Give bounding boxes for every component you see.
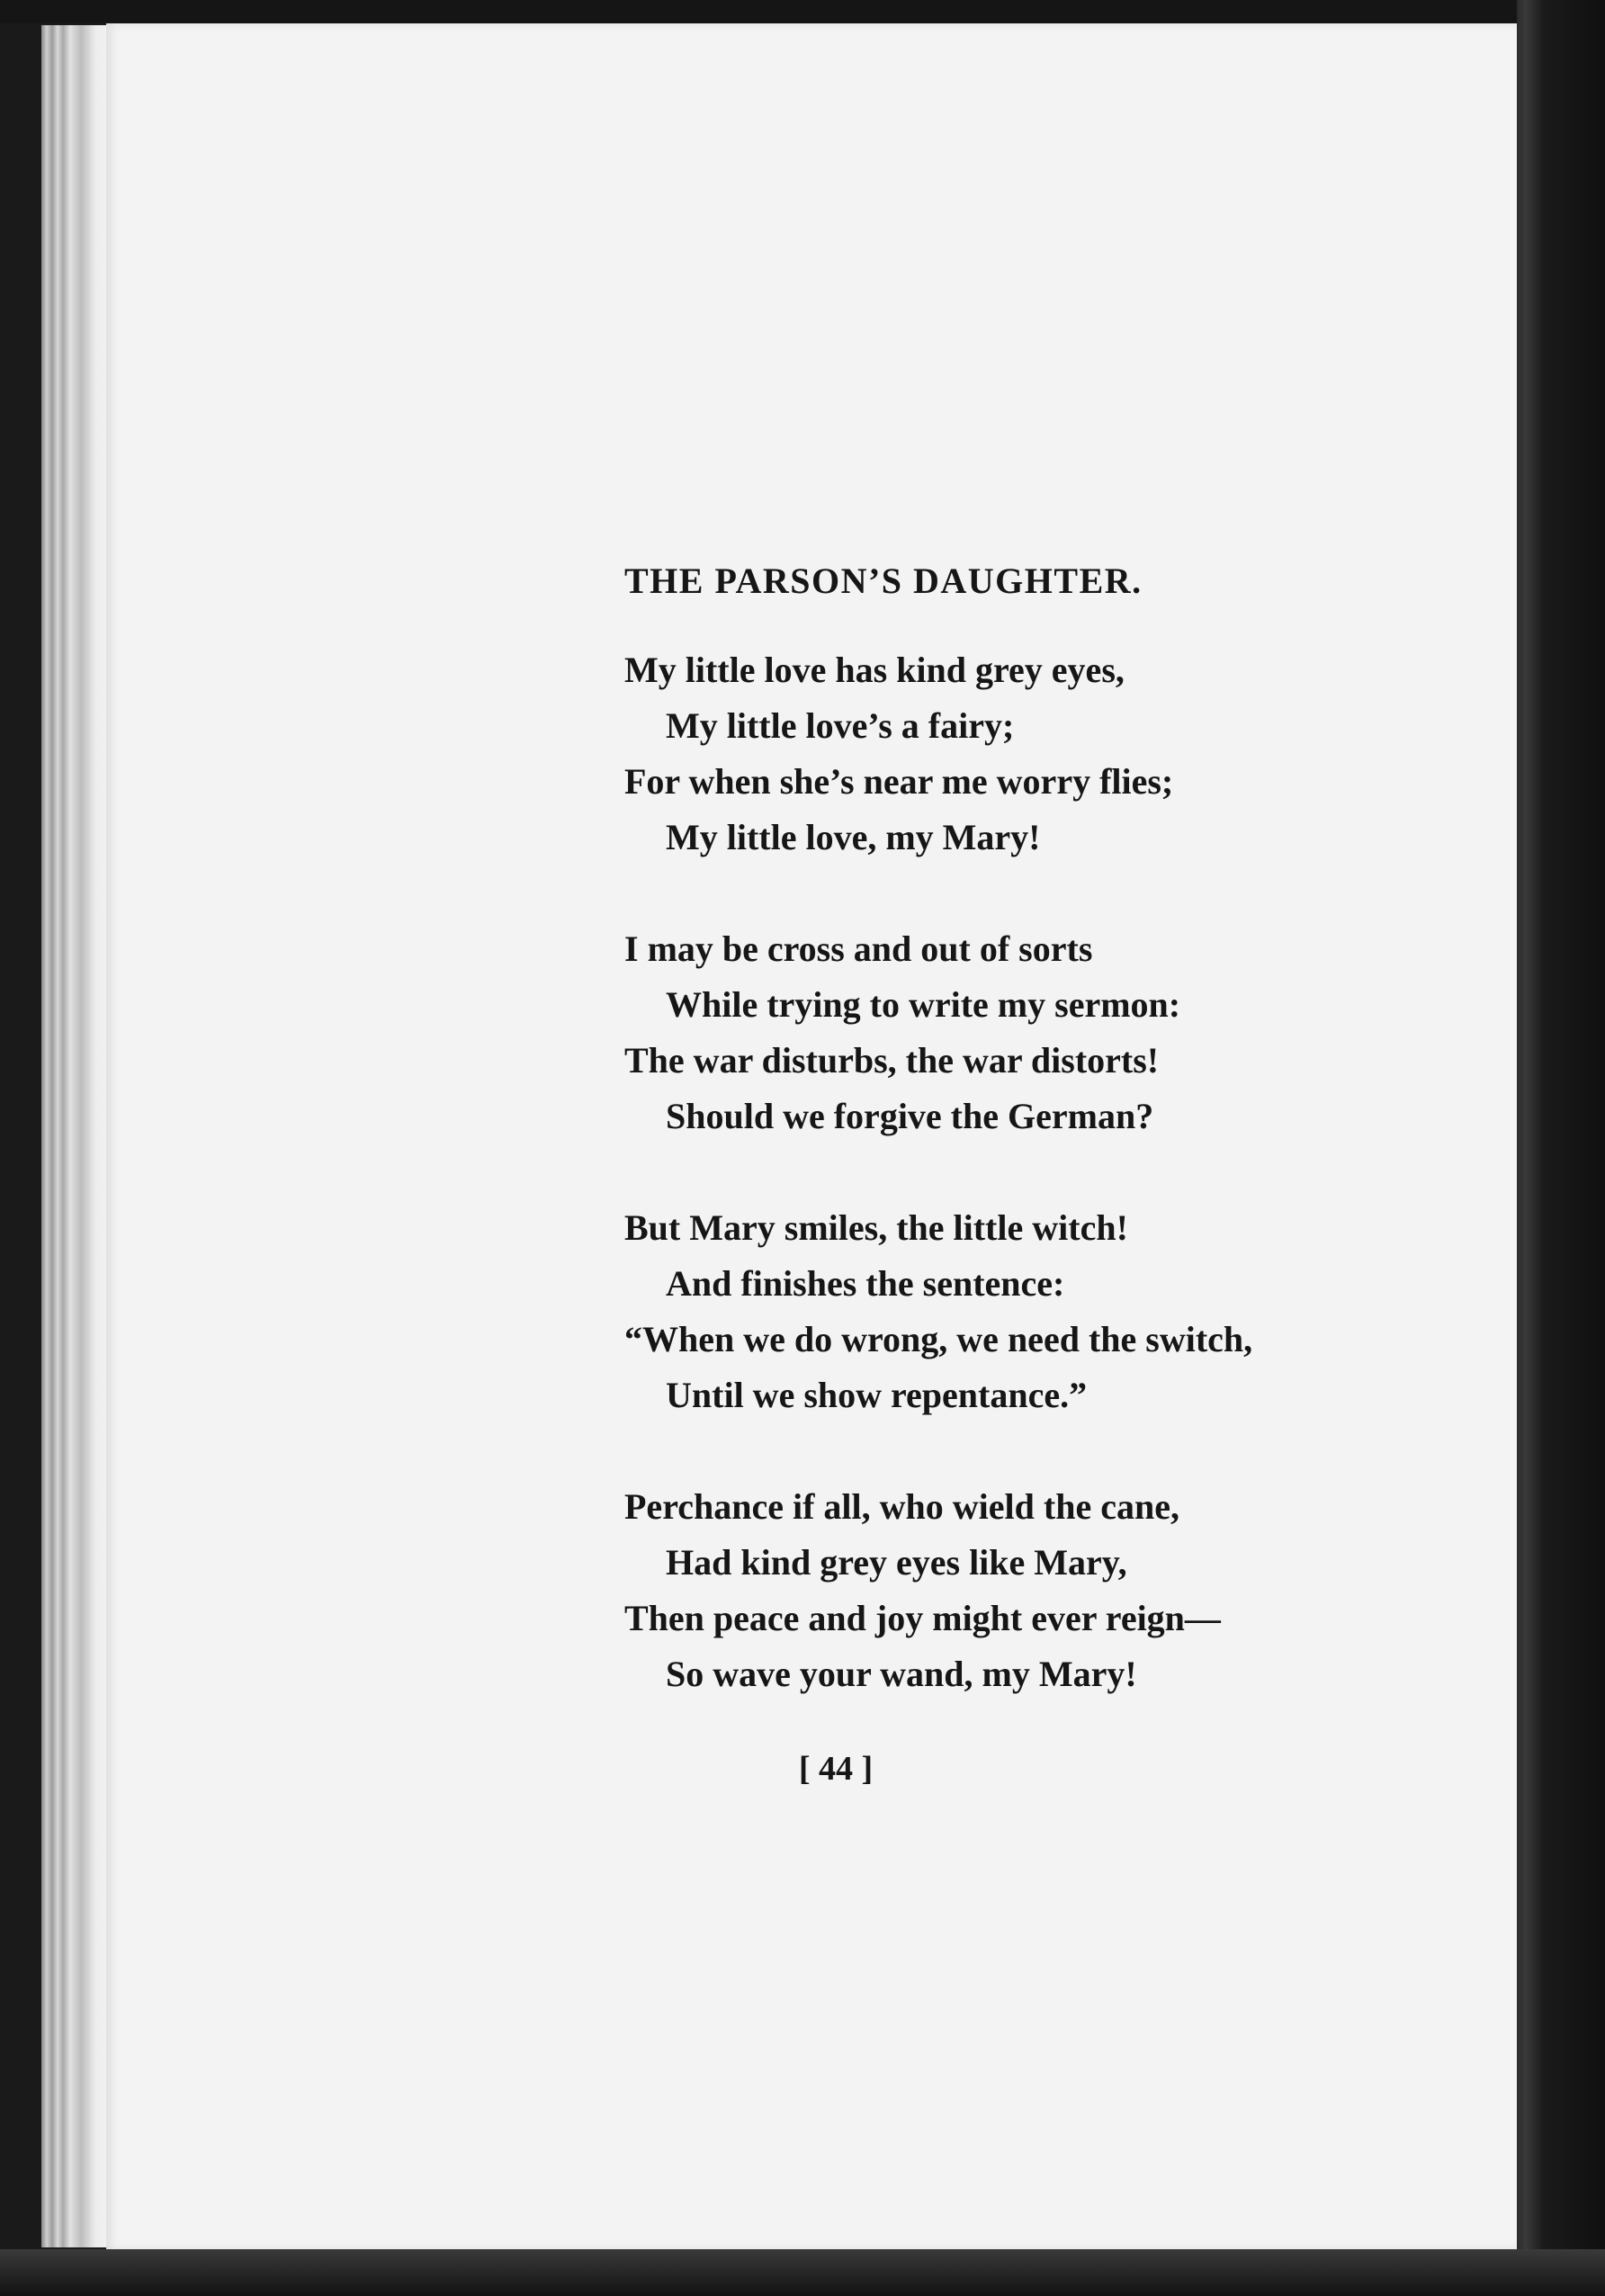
facing-page-edge (1517, 0, 1605, 2296)
poem-line: I may be cross and out of sorts (624, 928, 1093, 969)
poem-line: Then peace and joy might ever reign— (624, 1598, 1221, 1638)
poem-line: Perchance if all, who wield the cane, (624, 1486, 1179, 1527)
poem-line: But Mary smiles, the little witch! (624, 1207, 1128, 1248)
poem-line: Had kind grey eyes like Mary, (666, 1542, 1127, 1583)
poem-line: My little love, my Mary! (666, 817, 1041, 857)
poem-title: THE PARSON’S DAUGHTER. (624, 561, 1143, 601)
scan-top-edge (0, 0, 1605, 23)
poem-line: “When we do wrong, we need the switch, (624, 1319, 1253, 1359)
stanza-4 (624, 1479, 1506, 1702)
scan-bottom-edge (0, 2249, 1605, 2296)
book-gutter-edges (41, 25, 113, 2247)
poem-line: Until we show repentance.” (666, 1375, 1088, 1415)
book-page (106, 23, 1524, 2249)
poem (624, 561, 1506, 1788)
poem-line: So wave your wand, my Mary! (666, 1654, 1137, 1694)
poem-line: Should we forgive the German? (666, 1096, 1154, 1136)
poem-line: The war disturbs, the war distorts! (624, 1040, 1160, 1081)
stanza-1 (624, 642, 1506, 865)
poem-line: For when she’s near me worry flies; (624, 761, 1174, 802)
poem-line: My little love’s a fairy; (666, 705, 1015, 746)
poem-line: And finishes the sentence: (666, 1263, 1065, 1304)
stanza-2 (624, 921, 1506, 1144)
page-number: [ 44 ] (798, 1750, 874, 1788)
poem-line: My little love has kind grey eyes, (624, 650, 1125, 690)
poem-line: While trying to write my sermon: (666, 984, 1181, 1025)
stanza-3 (624, 1200, 1506, 1423)
